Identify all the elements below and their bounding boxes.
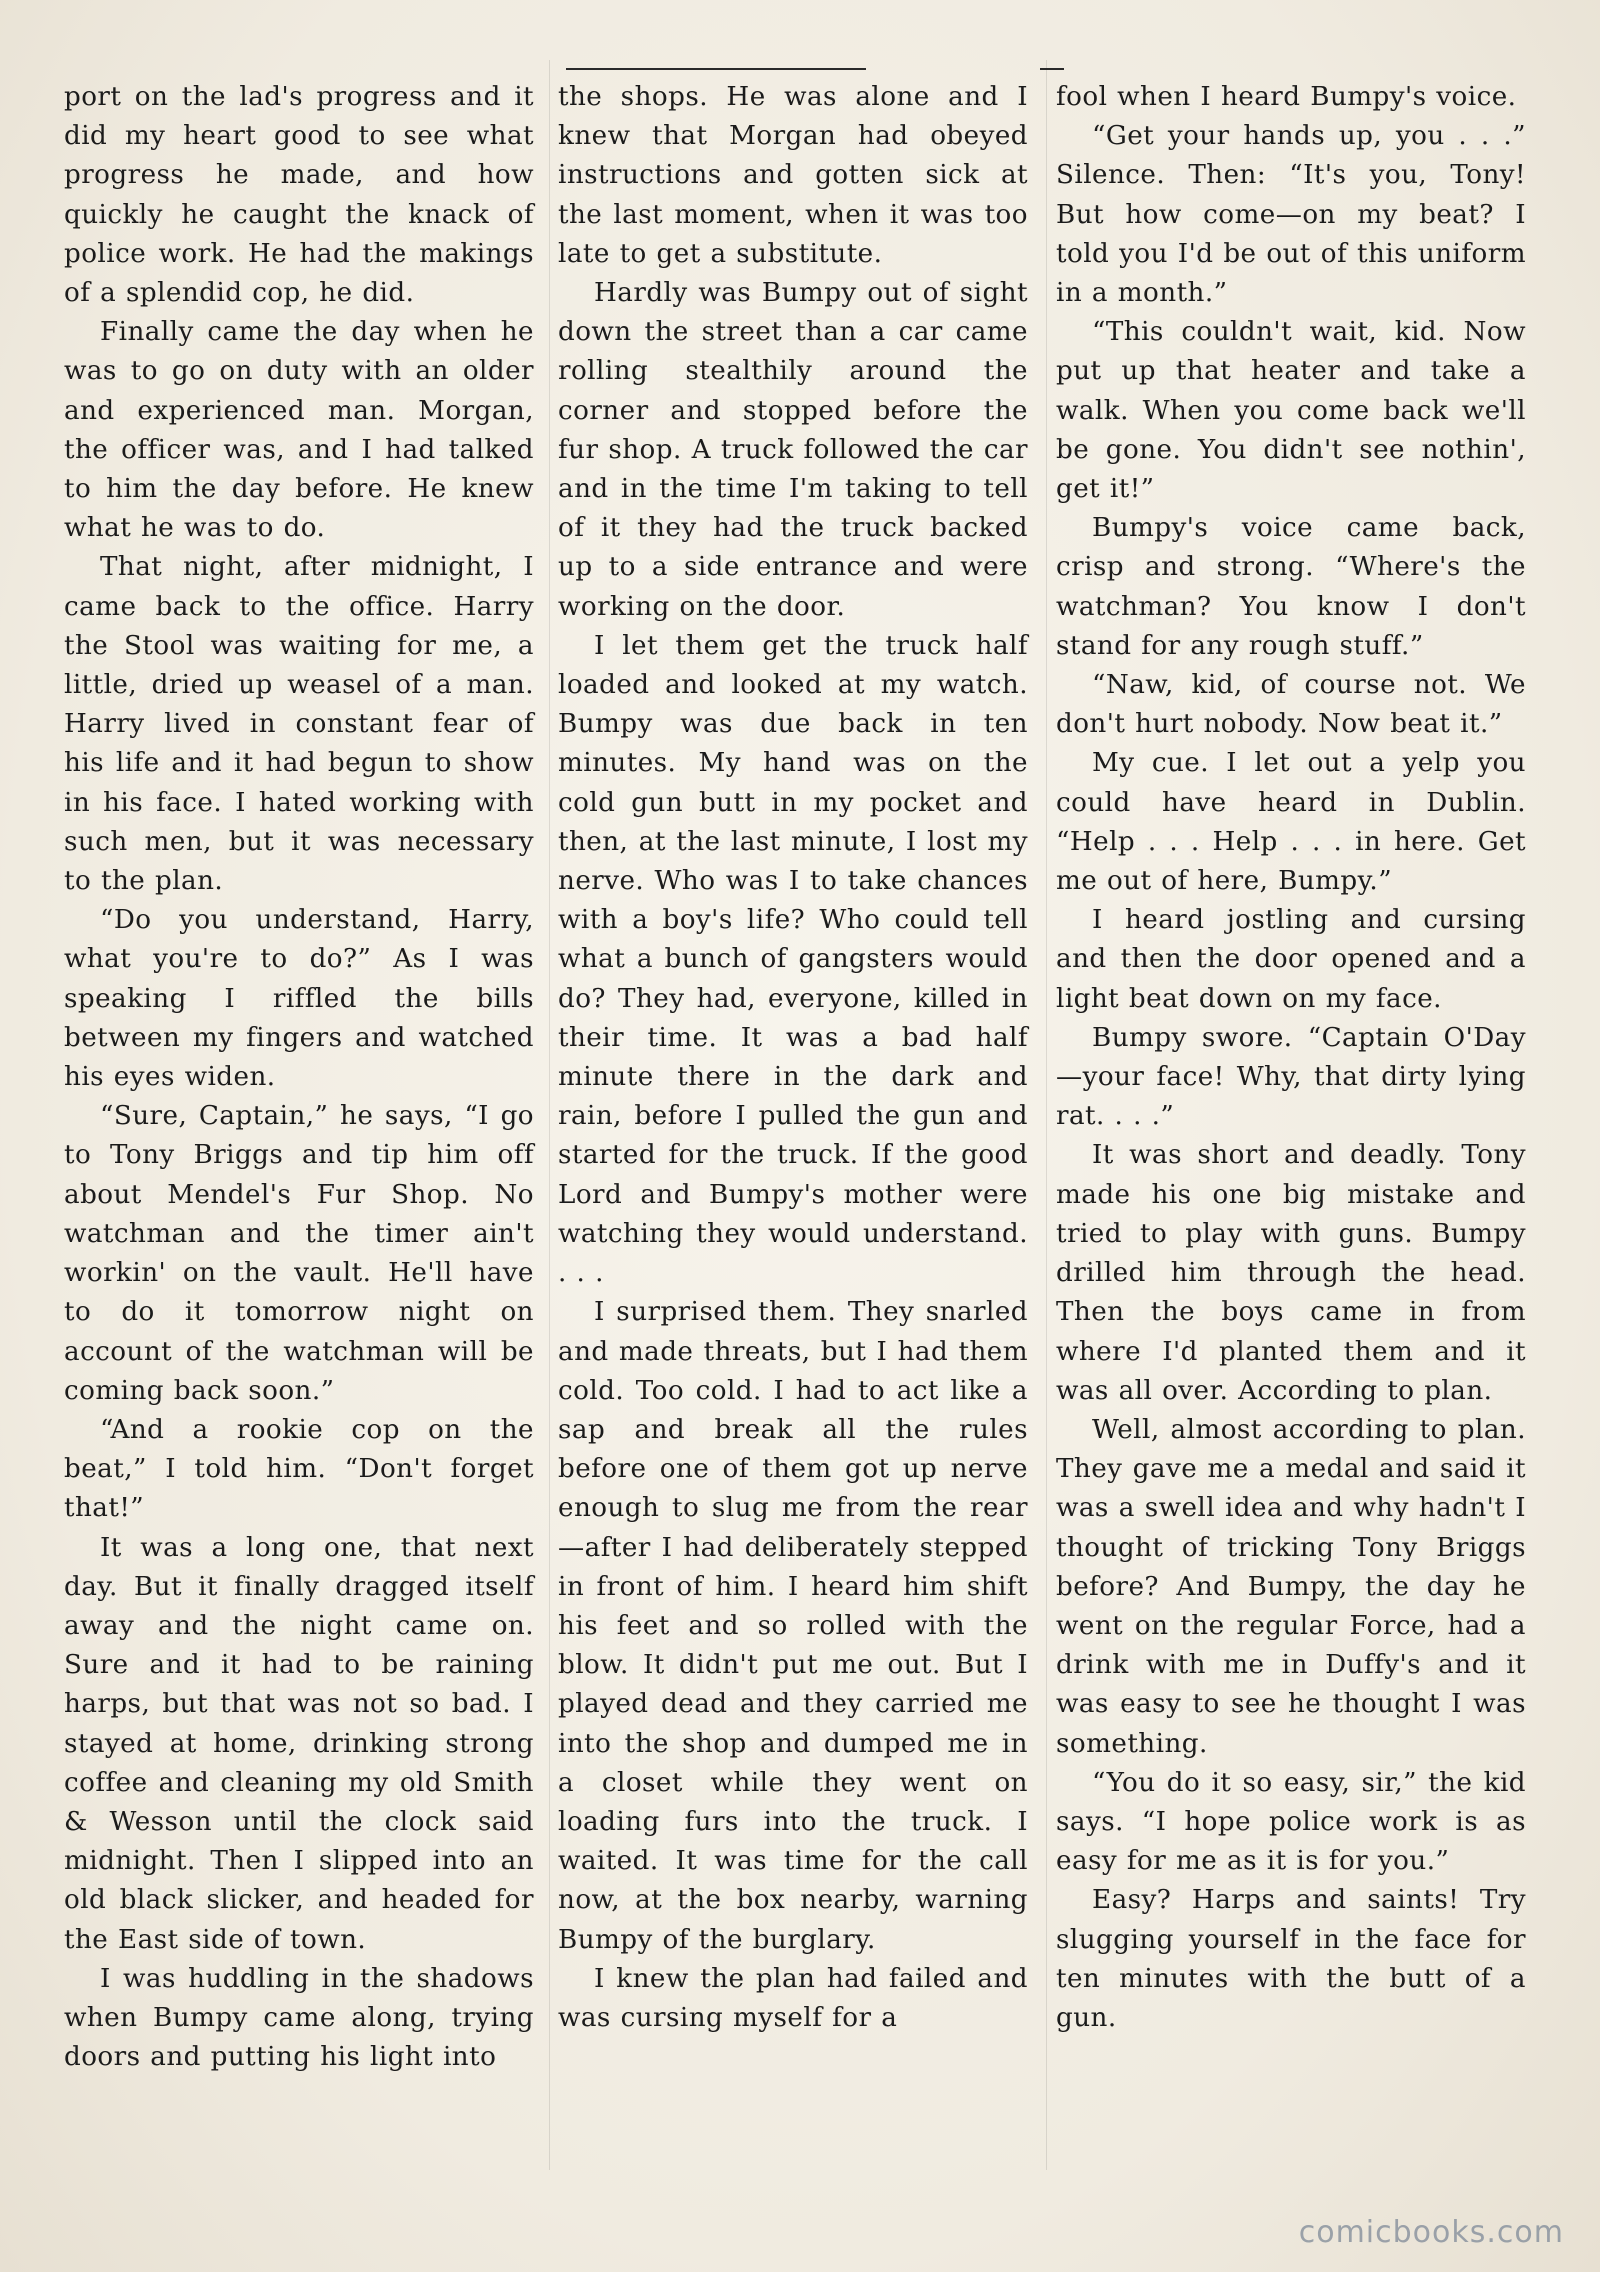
- paragraph: It was short and deadly. Tony made his one big mistake and tried to play with guns. Bumpy drilled him through the head. Then the boys came in from where I'd planted them and it was all over. According to plan.: [1056, 1140, 1526, 1406]
- paragraph: “This couldn't wait, kid. Now put up that heater and take a walk. When you come back we'll be gone. You didn't see nothin', get it!”: [1056, 317, 1526, 505]
- paragraph: It was a long one, that next day. But it finally dragged itself away and the night came on. Sure and it had to be raining harps, but that was not so bad. I stayed at home, drinking strong coffee and cleaning my old Smith & Wesson until the clock said midnight. Then I slipped into an old black slicker, and headed for the East side of town.: [64, 1532, 534, 1955]
- paragraph: “You do it so easy, sir,” the kid says. “I hope police work is as easy for me as it is for you.”: [1056, 1767, 1526, 1877]
- paragraph: Bumpy swore. “Captain O'Day—your face! Why, that dirty lying rat. . . .”: [1056, 1022, 1526, 1132]
- paragraph: Finally came the day when he was to go on duty with an older and experienced man. Morgan, the officer was, and I had talked to him the day before. He knew what he was to do.: [64, 317, 534, 544]
- column-divider-2: [1046, 60, 1047, 2170]
- paragraph: That night, after midnight, I came back to the office. Harry the Stool was waiting for me, a little, dried up weasel of a man. Harry lived in constant fear of his life and it had begun to show in his face. I hated working with such men, but it was necessary to the plan.: [64, 552, 534, 897]
- top-rule-middle: [566, 68, 866, 70]
- paragraph: port on the lad's progress and it did my heart good to see what progress he made, and how quickly he caught the knack of police work. He had the makings of a splendid cop, he did.: [64, 82, 534, 309]
- paragraph: Easy? Harps and saints! Try slugging yourself in the face for ten minutes with the butt of a gun.: [1056, 1885, 1526, 2033]
- paragraph: Bumpy's voice came back, crisp and strong. “Where's the watchman? You know I don't stand for any rough stuff.”: [1056, 513, 1526, 661]
- paragraph: My cue. I let out a yelp you could have heard in Dublin. “Help . . . Help . . . in here. Get me out of here, Bumpy.”: [1056, 748, 1526, 897]
- paragraph: “Do you understand, Harry, what you're to do?” As I was speaking I riffled the bills between my fingers and watched his eyes widen.: [64, 905, 534, 1093]
- paragraph: I heard jostling and cursing and then the door opened and a light beat down on my face.: [1056, 905, 1526, 1014]
- paragraph: Well, almost according to plan. They gave me a medal and said it was a swell idea and why hadn't I thought of tricking Tony Briggs before? And Bumpy, the day he went on the regular Force, had a drink with me in Duffy's and it was easy to see he thought I was something.: [1056, 1414, 1526, 1759]
- paragraph: I knew the plan had failed and was cursing myself for a: [558, 1963, 1028, 2033]
- text-column-3: [1056, 78, 1526, 2038]
- paragraph: I let them get the truck half loaded and looked at my watch. Bumpy was due back in ten minutes. My hand was on the cold gun butt in my pocket and then, at the last minute, I lost my nerve. Who was I to take chances with a boy's life? Who could tell what a bunch of gangsters would do? They had, everyone, killed in their time. It was a bad half minute there in the dark and rain, before I pulled the gun and started for the truck. If the good Lord and Bumpy's mother were watching they would understand. . . .: [558, 630, 1028, 1289]
- paragraph: “Get your hands up, you . . .” Silence. Then: “It's you, Tony! But how come—on my beat? I told you I'd be out of this uniform in a month.”: [1056, 121, 1526, 309]
- paragraph: Hardly was Bumpy out of sight down the street than a car came rolling stealthily around the corner and stopped before the fur shop. A truck followed the car and in the time I'm taking to tell of it they had the truck backed up to a side entrance and were working on the door.: [558, 278, 1028, 622]
- text-column-2: [558, 78, 1028, 2038]
- text-column-1: [64, 78, 534, 2077]
- site-watermark: comicbooks.com: [1298, 2215, 1564, 2250]
- top-rule-right: [1040, 68, 1064, 70]
- paragraph: I was huddling in the shadows when Bumpy came along, trying doors and putting his light into: [64, 1963, 534, 2073]
- column-divider-1: [549, 60, 550, 2170]
- paragraph: fool when I heard Bumpy's voice.: [1056, 82, 1517, 112]
- paragraph: the shops. He was alone and I knew that Morgan had obeyed instructions and gotten sick at the last moment, when it was too late to get a substitute.: [558, 82, 1028, 269]
- paragraph: “And a rookie cop on the beat,” I told him. “Don't forget that!”: [64, 1414, 534, 1524]
- paragraph: “Naw, kid, of course not. We don't hurt nobody. Now beat it.”: [1056, 670, 1526, 740]
- paragraph: I surprised them. They snarled and made threats, but I had them cold. Too cold. I had to act like a sap and break all the rules before one of them got up nerve enough to slug me from the rear—after I had deliberately stepped in front of him. I heard him shift his feet and so rolled with the blow. It didn't put me out. But I played dead and they carried me into the shop and dumped me in a closet while they went on loading furs into the truck. I waited. It was time for the call now, at the box nearby, warning Bumpy of the burglary.: [558, 1297, 1028, 1955]
- paragraph: “Sure, Captain,” he says, “I go to Tony Briggs and tip him off about Mendel's Fur Shop. No watchman and the timer ain't workin' on the vault. He'll have to do it tomorrow night on account of the watchman will be coming back soon.”: [64, 1101, 534, 1406]
